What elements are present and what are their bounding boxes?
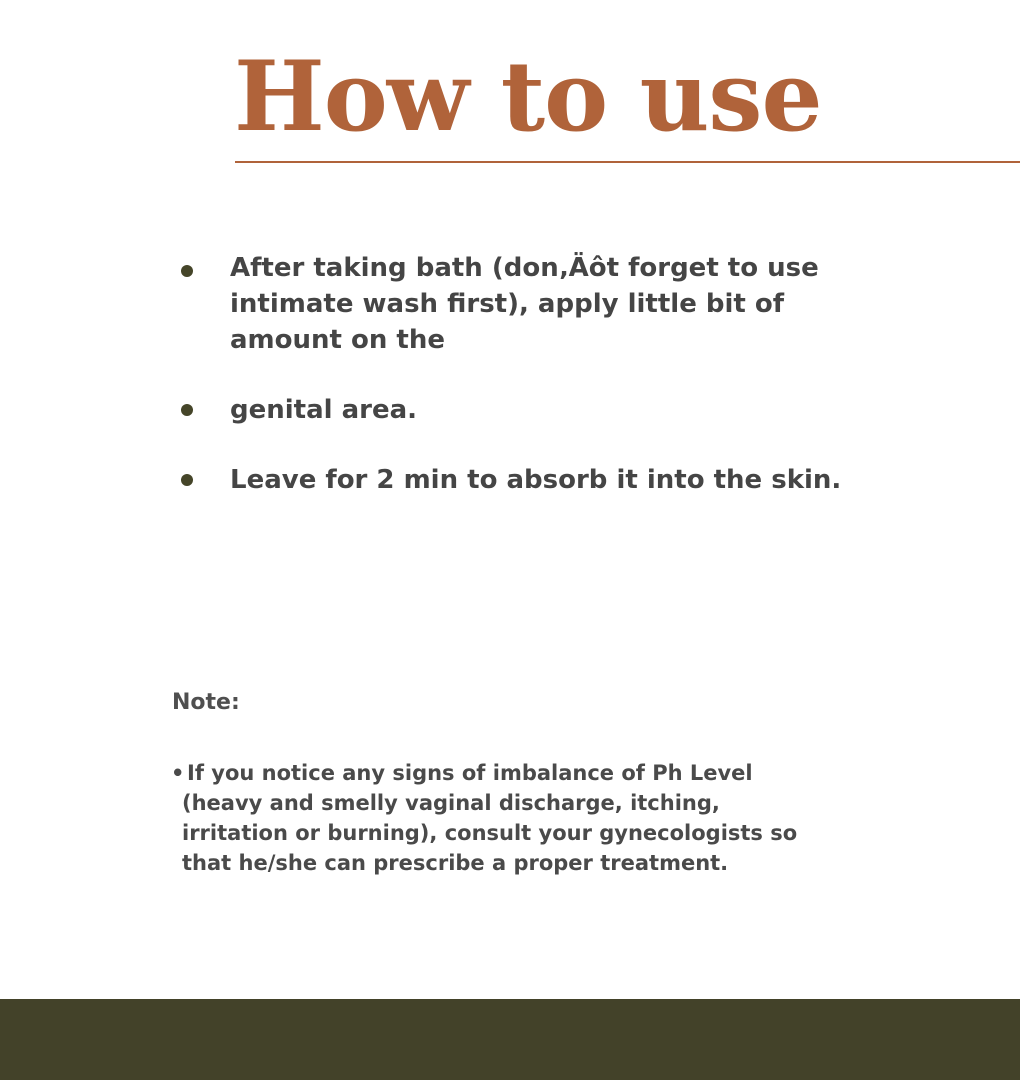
footer-band [0,999,1020,1080]
step-text: Leave for 2 min to absorb it into the skin. [230,465,842,495]
bullet-dot-icon [181,474,193,486]
step-text: genital area. [230,395,418,425]
bullet-dot-icon [181,265,193,277]
title-divider [235,161,1020,163]
note-bullet-icon: • [171,761,185,785]
step-text: After taking bath (don‚Äôt forget to use intimate wash first), apply little bit of amount on the [230,253,819,355]
note-text: If you notice any signs of imbalance of Ph Level (heavy and smelly vaginal discharge, itching, irritation or burning), consult your gynecologists so that he/she can prescribe a proper treatment. [182,761,798,875]
page-title: How to use [234,40,822,153]
note-body [171,758,811,878]
note-heading: Note: [172,690,240,715]
bullet-dot-icon [181,404,193,416]
